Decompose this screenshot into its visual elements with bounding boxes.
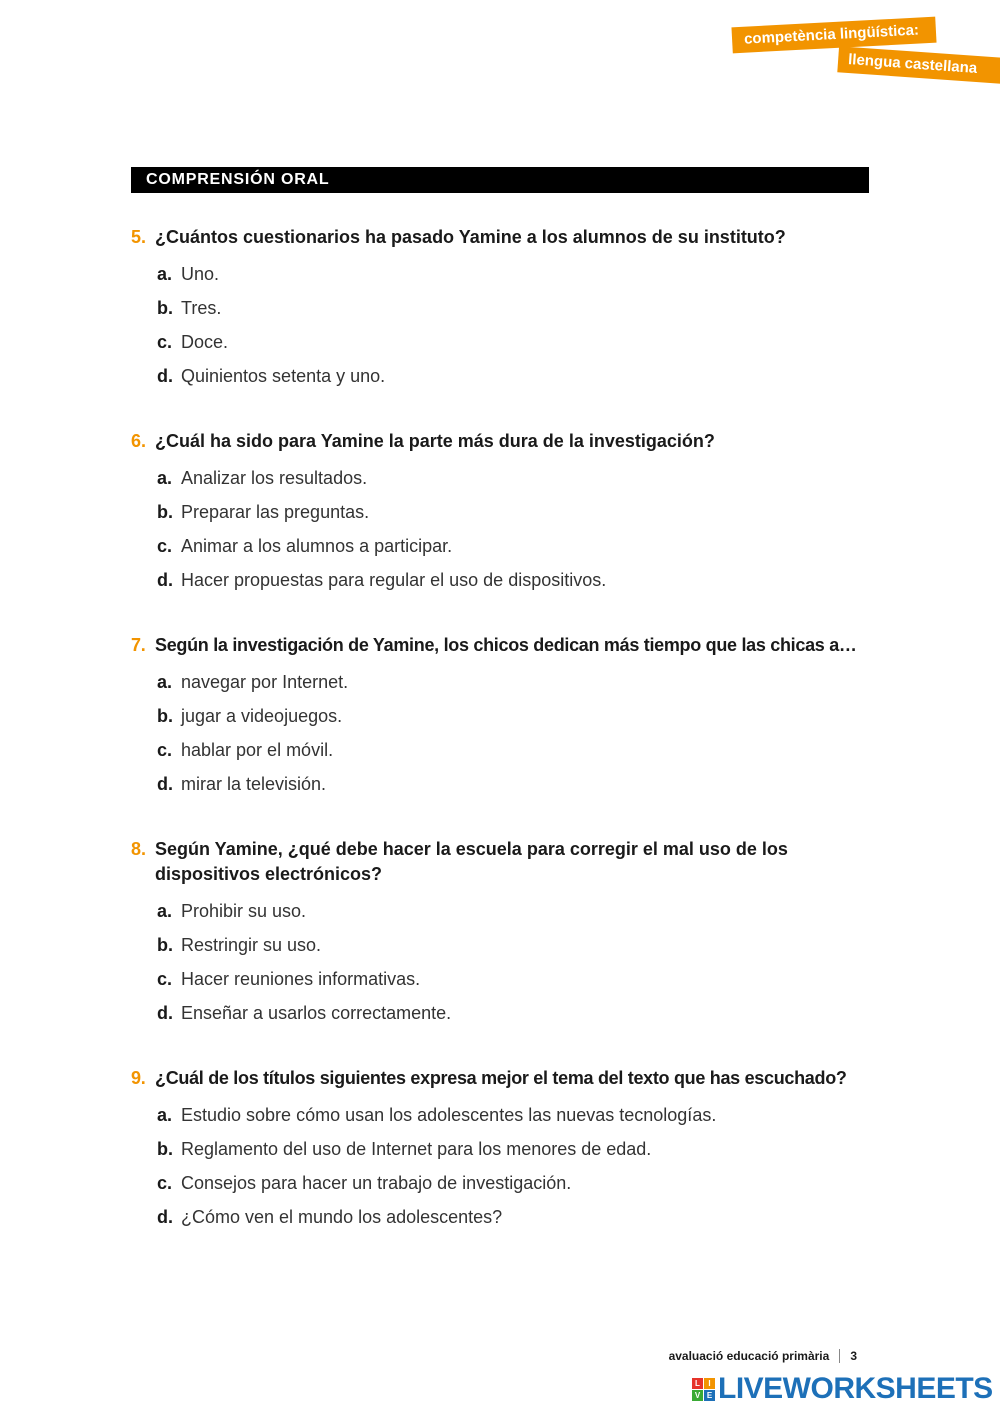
liveworksheets-logo[interactable] bbox=[692, 1374, 993, 1404]
option-b[interactable] bbox=[131, 704, 876, 738]
question-stem bbox=[131, 1066, 876, 1091]
subject-tag-line2: llengua castellana bbox=[837, 46, 1000, 83]
option-text: Analizar los resultados. bbox=[181, 468, 368, 488]
option-a[interactable] bbox=[131, 899, 876, 933]
option-d[interactable] bbox=[131, 1205, 876, 1239]
liveworksheets-icon bbox=[692, 1378, 715, 1401]
option-letter: c. bbox=[157, 740, 173, 760]
question-number: 5. bbox=[131, 227, 147, 247]
question-5 bbox=[131, 225, 876, 398]
option-c[interactable] bbox=[131, 534, 876, 568]
option-letter: d. bbox=[157, 570, 173, 590]
logo-letter-e: E bbox=[704, 1390, 715, 1401]
option-text: Estudio sobre cómo usan los adolescentes las nuevas tecnologías. bbox=[181, 1105, 717, 1125]
question-text: ¿Cuántos cuestionarios ha pasado Yamine a los alumnos de su instituto? bbox=[155, 227, 786, 247]
option-text: Quinientos setenta y uno. bbox=[181, 366, 386, 386]
question-stem bbox=[131, 633, 876, 658]
question-stem bbox=[131, 225, 876, 250]
question-text: ¿Cuál ha sido para Yamine la parte más dura de la investigación? bbox=[155, 431, 715, 451]
option-list bbox=[131, 466, 876, 602]
option-text: hablar por el móvil. bbox=[181, 740, 334, 760]
option-text: mirar la televisión. bbox=[181, 774, 327, 794]
option-text: Preparar las preguntas. bbox=[181, 502, 370, 522]
question-6 bbox=[131, 429, 876, 602]
option-text: Uno. bbox=[181, 264, 220, 284]
question-stem bbox=[131, 429, 876, 454]
logo-letter-l: L bbox=[692, 1378, 703, 1389]
option-d[interactable] bbox=[131, 772, 876, 806]
page-footer bbox=[669, 1349, 857, 1363]
option-letter: c. bbox=[157, 969, 173, 989]
option-letter: d. bbox=[157, 774, 173, 794]
option-letter: a. bbox=[157, 672, 173, 692]
question-7 bbox=[131, 633, 876, 806]
liveworksheets-wordmark: LIVEWORKSHEETS bbox=[718, 1372, 993, 1405]
footer-label: avaluació educació primària bbox=[668, 1349, 830, 1363]
option-text: Hacer reuniones informativas. bbox=[181, 969, 421, 989]
logo-letter-v: V bbox=[692, 1390, 703, 1401]
question-number: 7. bbox=[131, 635, 146, 655]
option-text: jugar a videojuegos. bbox=[181, 706, 343, 726]
subject-tag-line1: competència lingüística: bbox=[731, 17, 936, 54]
option-letter: a. bbox=[157, 468, 173, 488]
option-letter: a. bbox=[157, 1105, 173, 1125]
option-text: navegar por Internet. bbox=[181, 672, 349, 692]
question-number: 6. bbox=[131, 431, 147, 451]
question-text: Según Yamine, ¿qué debe hacer la escuela para corregir el mal uso de los dispositivos electrónicos? bbox=[155, 839, 788, 884]
question-stem bbox=[131, 837, 876, 887]
option-text: ¿Cómo ven el mundo los adolescentes? bbox=[181, 1207, 503, 1227]
option-text: Reglamento del uso de Internet para los menores de edad. bbox=[181, 1139, 652, 1159]
option-text: Tres. bbox=[181, 298, 222, 318]
option-c[interactable] bbox=[131, 330, 876, 364]
option-text: Consejos para hacer un trabajo de investigación. bbox=[181, 1173, 572, 1193]
option-text: Animar a los alumnos a participar. bbox=[181, 536, 453, 556]
option-letter: b. bbox=[157, 502, 173, 522]
option-letter: b. bbox=[157, 706, 173, 726]
option-letter: a. bbox=[157, 264, 173, 284]
question-9 bbox=[131, 1066, 876, 1239]
option-text: Prohibir su uso. bbox=[181, 901, 307, 921]
option-a[interactable] bbox=[131, 466, 876, 500]
question-text: Según la investigación de Yamine, los chicos dedican más tiempo que las chicas a… bbox=[155, 635, 857, 655]
option-a[interactable] bbox=[131, 670, 876, 704]
option-text: Restringir su uso. bbox=[181, 935, 322, 955]
option-list bbox=[131, 670, 876, 806]
logo-letter-i: I bbox=[704, 1378, 715, 1389]
footer-divider bbox=[839, 1349, 840, 1363]
option-d[interactable] bbox=[131, 364, 876, 398]
option-text: Doce. bbox=[181, 332, 229, 352]
option-a[interactable] bbox=[131, 262, 876, 296]
option-d[interactable] bbox=[131, 568, 876, 602]
option-d[interactable] bbox=[131, 1001, 876, 1035]
option-c[interactable] bbox=[131, 738, 876, 772]
question-text: ¿Cuál de los títulos siguientes expresa mejor el tema del texto que has escuchado? bbox=[155, 1068, 847, 1088]
option-b[interactable] bbox=[131, 500, 876, 534]
option-letter: a. bbox=[157, 901, 173, 921]
option-letter: d. bbox=[157, 366, 173, 386]
page-number: 3 bbox=[850, 1349, 857, 1363]
option-text: Enseñar a usarlos correctamente. bbox=[181, 1003, 452, 1023]
option-c[interactable] bbox=[131, 1171, 876, 1205]
option-letter: b. bbox=[157, 935, 173, 955]
option-list bbox=[131, 262, 876, 398]
question-number: 8. bbox=[131, 839, 147, 859]
option-letter: d. bbox=[157, 1003, 173, 1023]
option-letter: c. bbox=[157, 536, 173, 556]
option-b[interactable] bbox=[131, 296, 876, 330]
option-letter: b. bbox=[157, 298, 173, 318]
option-c[interactable] bbox=[131, 967, 876, 1001]
option-list bbox=[131, 1103, 876, 1239]
option-letter: d. bbox=[157, 1207, 173, 1227]
option-letter: c. bbox=[157, 332, 173, 352]
option-a[interactable] bbox=[131, 1103, 876, 1137]
section-title-bar: COMPRENSIÓN ORAL bbox=[131, 167, 869, 193]
option-list bbox=[131, 899, 876, 1035]
option-b[interactable] bbox=[131, 933, 876, 967]
option-text: Hacer propuestas para regular el uso de dispositivos. bbox=[181, 570, 607, 590]
option-letter: c. bbox=[157, 1173, 173, 1193]
question-8 bbox=[131, 837, 876, 1035]
option-letter: b. bbox=[157, 1139, 173, 1159]
question-number: 9. bbox=[131, 1068, 146, 1088]
option-b[interactable] bbox=[131, 1137, 876, 1171]
